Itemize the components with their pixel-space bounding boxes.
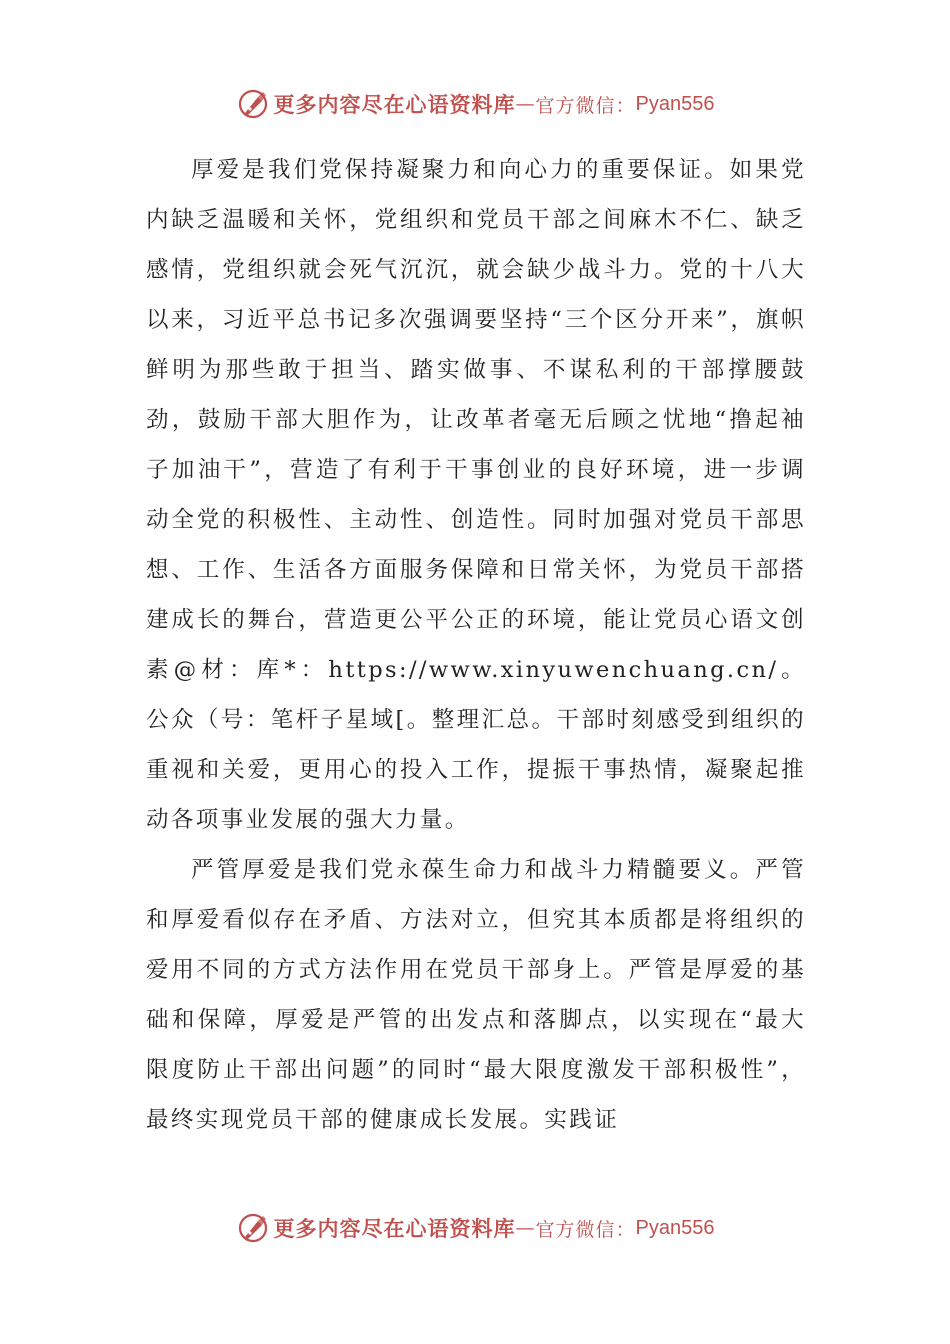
paragraph: 严管厚爱是我们党永葆生命力和战斗力精髓要义。严管和厚爱看似存在矛盾、方法对立，但究其本质都是将组织的爱用不同的方式方法作用在党员干部身上。严管是厚爱的基础和保障，厚爱是严管的出发点和落脚点，以实现在“最大限度防止干部出问题”的同时“最大限度激发干部积极性”，最终实现党员干部的健康成长发展。实践证	[146, 857, 806, 1133]
pen-nib-logo-icon	[236, 1211, 270, 1245]
document-body	[146, 145, 806, 1145]
banner-contact-handle: Pyan556	[635, 1216, 715, 1239]
pen-nib-logo-icon	[236, 87, 270, 121]
banner-dash: —	[515, 93, 536, 115]
banner-contact-label: 官方微信：	[535, 94, 636, 117]
banner-brand: 更多内容尽在心语资料库	[273, 92, 516, 117]
banner-brand: 更多内容尽在心语资料库	[273, 1216, 516, 1241]
banner-contact-label: 官方微信：	[535, 1218, 636, 1241]
banner-contact-handle: Pyan556	[635, 92, 715, 115]
footer-banner	[0, 1208, 950, 1248]
header-banner	[0, 84, 950, 124]
banner-dash: —	[515, 1217, 536, 1239]
paragraph: 厚爱是我们党保持凝聚力和向心力的重要保证。如果党内缺乏温暖和关怀，党组织和党员干部之间麻木不仁、缺乏感情，党组织就会死气沉沉，就会缺少战斗力。党的十八大以来，习近平总书记多次强调要坚持“三个区分开来”，旗帜鲜明为那些敢于担当、踏实做事、不谋私利的干部撑腰鼓劲，鼓励干部大胆作为，让改革者毫无后顾之忧地“撸起袖子加油干”，营造了有利于干事创业的良好环境，进一步调动全党的积极性、主动性、创造性。同时加强对党员干部思想、工作、生活各方面服务保障和日常关怀，为党员干部搭建成长的舞台，营造更公平公正的环境，能让党员心语文创素@材：库*：https://www.xinyuwenchuang.cn/。公众（号：笔杆子星域[。整理汇总。干部时刻感受到组织的重视和关爱，更用心的投入工作，提振干事热情，凝聚起推动各项事业发展的强大力量。	[146, 157, 806, 833]
